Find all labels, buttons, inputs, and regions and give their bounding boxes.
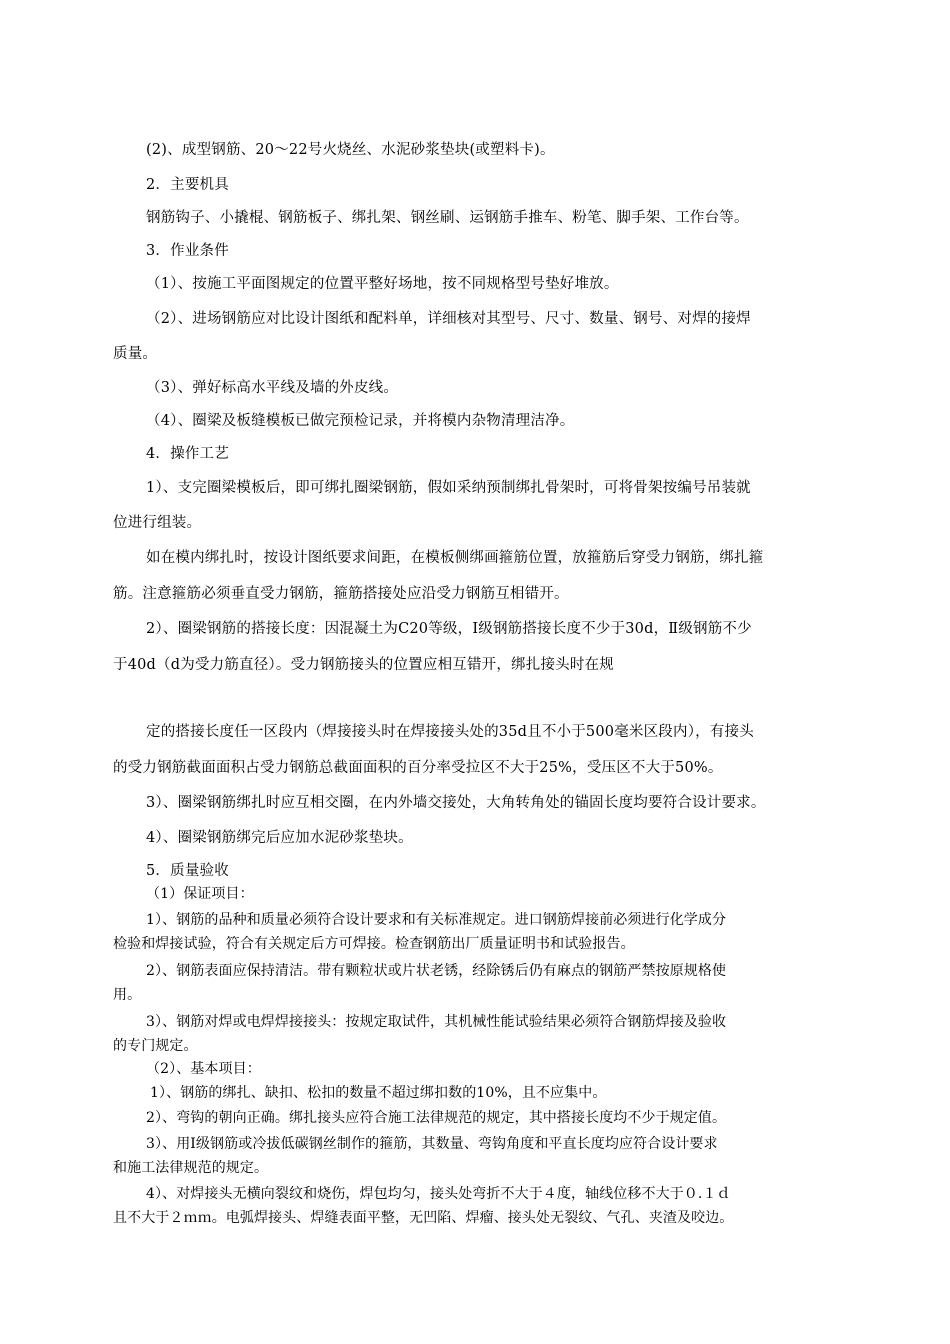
text-line: （1）、按施工平面图规定的位置平整好场地，按不同规格型号垫好堆放。 bbox=[146, 276, 619, 292]
subsection-heading: （2）、基本项目： bbox=[146, 1061, 261, 1077]
text-line: 1）、支完圈梁模板后，即可绑扎圈梁钢筋，假如采纳预制绑扎骨架时，可将骨架按编号吊装就 bbox=[146, 480, 751, 496]
text-line: （3）、弹好标高水平线及墙的外皮线。 bbox=[146, 380, 399, 396]
text-line: 于40d（d为受力筋直径）。受力钢筋接头的位置应相互错开，绑扎接头时在规 bbox=[113, 657, 614, 673]
text-line: 筋。注意箍筋必须垂直受力钢筋，箍筋搭接处应沿受力钢筋互相错开。 bbox=[113, 586, 569, 602]
text-line: 1）、钢筋的绑扎、缺扣、松扣的数量不超过绑扣数的10%，且不应集中。 bbox=[150, 1085, 607, 1101]
section-heading: 5．质量验收 bbox=[146, 863, 229, 879]
text-line: （2）、进场钢筋应对比设计图纸和配料单，详细核对其型号、尺寸、数量、钢号、对焊的接焊 bbox=[146, 311, 751, 327]
text-line: 1）、钢筋的品种和质量必须符合设计要求和有关标准规定。进口钢筋焊接前必须进行化学成分 bbox=[146, 912, 727, 928]
text-line: 3）、钢筋对焊或电焊焊接接头：按规定取试件，其机械性能试验结果必须符合钢筋焊接及验收 bbox=[146, 1014, 727, 1030]
text-line: 用。 bbox=[113, 987, 142, 1003]
section-heading: 2．主要机具 bbox=[146, 177, 229, 193]
text-line: （4）、圈梁及板缝模板已做完预检记录，并将模内杂物清理洁净。 bbox=[146, 413, 575, 429]
text-line: 4）、对焊接头无横向裂纹和烧伤，焊包均匀，接头处弯折不大于４度，轴线位移不大于０.１ｄ bbox=[146, 1186, 731, 1202]
section-heading: 3．作业条件 bbox=[146, 243, 229, 259]
text-line: 和施工法律规范的规定。 bbox=[113, 1160, 269, 1176]
text-line: 3）、用Ⅰ级钢筋或冷拔低碳钢丝制作的箍筋，其数量、弯钩角度和平直长度均应符合设计要求 bbox=[146, 1136, 718, 1152]
text-line: 位进行组装。 bbox=[113, 515, 202, 531]
text-line: 4）、圈梁钢筋绑完后应加水泥砂浆垫块。 bbox=[146, 830, 413, 846]
section-heading: 4．操作工艺 bbox=[146, 446, 229, 462]
text-line: 3）、圈梁钢筋绑扎时应互相交圈，在内外墙交接处，大角转角处的锚固长度均要符合设计要求。 bbox=[146, 795, 766, 811]
text-line: 且不大于２ｍｍ。电弧焊接头、焊缝表面平整，无凹陷、焊瘤、接头处无裂纹、气孔、夹渣及咬边。 bbox=[113, 1210, 734, 1226]
text-line: 定的搭接长度任一区段内（焊接接头时在焊接接头处的35d且不小于500毫米区段内），有接头 bbox=[146, 724, 754, 740]
text-line: 2）、钢筋表面应保持清洁。带有颗粒状或片状老锈，经除锈后仍有麻点的钢筋严禁按原规格使 bbox=[146, 963, 727, 979]
text-line: 2）、弯钩的朝向正确。绑扎接头应符合施工法律规范的规定，其中搭接长度均不少于规定值。 bbox=[146, 1110, 727, 1126]
text-line: 质量。 bbox=[113, 346, 158, 362]
subsection-heading: （1）保证项目： bbox=[146, 886, 254, 902]
text-line: 2）、圈梁钢筋的搭接长度：因混凝土为C20等级，Ⅰ级钢筋搭接长度不少于30d，Ⅱ级钢筋不少 bbox=[146, 621, 752, 637]
text-line: (2)、成型钢筋、20～22号火烧丝、水泥砂浆垫块(或塑料卡)。 bbox=[146, 142, 555, 158]
text-line: 如在模内绑扎时，按设计图纸要求间距，在模板侧绑画箍筋位置，放箍筋后穿受力钢筋，绑扎箍 bbox=[146, 550, 764, 566]
text-line: 的受力钢筋截面面积占受力钢筋总截面面积的百分率受拉区不大于25%，受压区不大于50%。 bbox=[113, 760, 723, 776]
text-line: 钢筋钩子、小撬棍、钢筋板子、绑扎架、钢丝刷、运钢筋手推车、粉笔、脚手架、工作台等。 bbox=[146, 210, 749, 226]
text-line: 检验和焊接试验，符合有关规定后方可焊接。检查钢筋出厂质量证明书和试验报告。 bbox=[113, 936, 635, 952]
text-line: 的专门规定。 bbox=[113, 1038, 198, 1054]
